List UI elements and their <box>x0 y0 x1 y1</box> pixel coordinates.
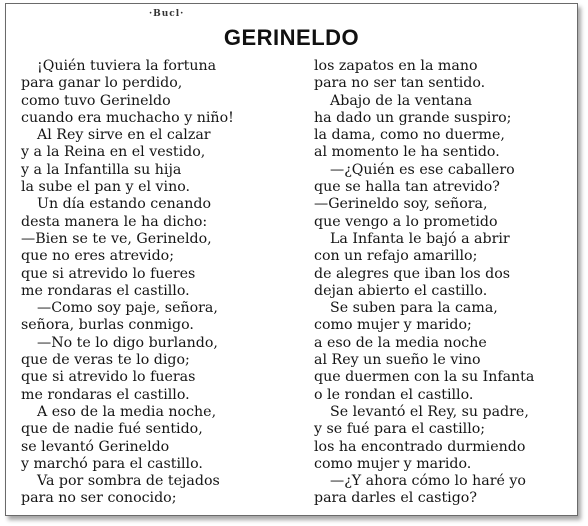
verse-line: Va por sombra de tejados <box>37 473 220 490</box>
verse-line: para no ser conocido; <box>21 490 177 507</box>
verse-line: Se levantó el Rey, su padre, <box>330 403 529 420</box>
verse-line: que si atrevido lo fueras <box>21 369 196 386</box>
verse-line: para darles el castigo? <box>314 490 477 507</box>
verse-line: que de nadie fué sentido, <box>21 421 203 438</box>
verse-line: al Rey un sueño le vino <box>314 352 481 369</box>
verse-line: y se fué para el castillo; <box>314 421 486 438</box>
verse-line: Se suben para la cama, <box>330 300 498 317</box>
verse-line: —Gerineldo soy, señora, <box>314 196 488 213</box>
verse-line: cuando era muchacho y niño! <box>21 109 234 126</box>
verse-line: y a la Reina en el vestido, <box>21 144 206 161</box>
verse-line: Abajo de la ventana <box>330 92 473 109</box>
verse-line: la dama, como no duerme, <box>314 127 505 144</box>
verse-line: que se halla tan atrevido? <box>314 179 500 196</box>
verse-line: como tuvo Gerineldo <box>21 92 171 109</box>
verse-line: la sube el pan y el vino. <box>21 179 191 196</box>
verse-line: me rondaras el castillo. <box>21 282 190 299</box>
verse-line: ¡Quién tuviera la fortuna <box>37 58 217 74</box>
verse-line: —¿Quién es ese caballero <box>330 161 515 178</box>
verse-line: y a la Infantilla su hija <box>21 161 182 178</box>
verse-line: Un día estando cenando <box>37 196 211 213</box>
verse-line: de alegres que iban los dos <box>314 265 511 282</box>
verse-line: que de veras te lo digo; <box>21 352 190 369</box>
verse-line: —Bien se te ve, Gerineldo, <box>21 230 212 247</box>
verse-line: que no eres atrevido; <box>21 248 174 265</box>
header-mark: ·Bucl· <box>149 9 185 19</box>
verse-line: Al Rey sirve en el calzar <box>37 127 211 144</box>
verse-line: —No te lo digo burlando, <box>37 334 218 351</box>
document-page <box>5 3 578 516</box>
verse-line: —¿Y ahora cómo lo haré yo <box>330 473 526 490</box>
verse-line: o le rondan el castillo. <box>314 386 474 403</box>
verse-line: se levantó Gerineldo <box>21 438 170 455</box>
verse-line: que vengo a lo prometido <box>314 213 498 230</box>
verse-line: desta manera le ha dicho: <box>21 213 208 230</box>
verse-line: A eso de la media noche, <box>37 403 217 420</box>
verse-line: ha dado un grande suspiro; <box>314 109 512 126</box>
verse-line: que si atrevido lo fueres <box>21 265 196 282</box>
page-title: GERINELDO <box>223 25 360 50</box>
verse-line: como mujer y marido; <box>314 317 472 334</box>
verse-line: señora, burlas conmigo. <box>21 317 194 334</box>
verse-line: para ganar lo perdido, <box>21 75 183 92</box>
verse-line: al momento le ha sentido. <box>314 144 500 161</box>
verse-line: La Infanta le bajó a abrir <box>330 230 510 247</box>
verse-line: me rondaras el castillo. <box>21 386 190 403</box>
verse-line: que duermen con la su Infanta <box>314 369 535 386</box>
verse-column-left <box>21 58 296 508</box>
verse-line: con un refajo amarillo; <box>314 248 478 265</box>
verse-line: y marchó para el castillo. <box>21 455 203 472</box>
verse-line: como mujer y marido. <box>314 455 472 472</box>
verse-line: a eso de la media noche <box>314 334 487 351</box>
verse-line: para no ser tan sentido. <box>314 75 486 92</box>
verse-line: los zapatos en la mano <box>314 58 478 74</box>
verse-column-right <box>314 58 574 508</box>
verse-line: los ha encontrado durmiendo <box>314 438 526 455</box>
verse-line: —Como soy paje, señora, <box>37 300 218 317</box>
verse-line: dejan abierto el castillo. <box>314 282 488 299</box>
